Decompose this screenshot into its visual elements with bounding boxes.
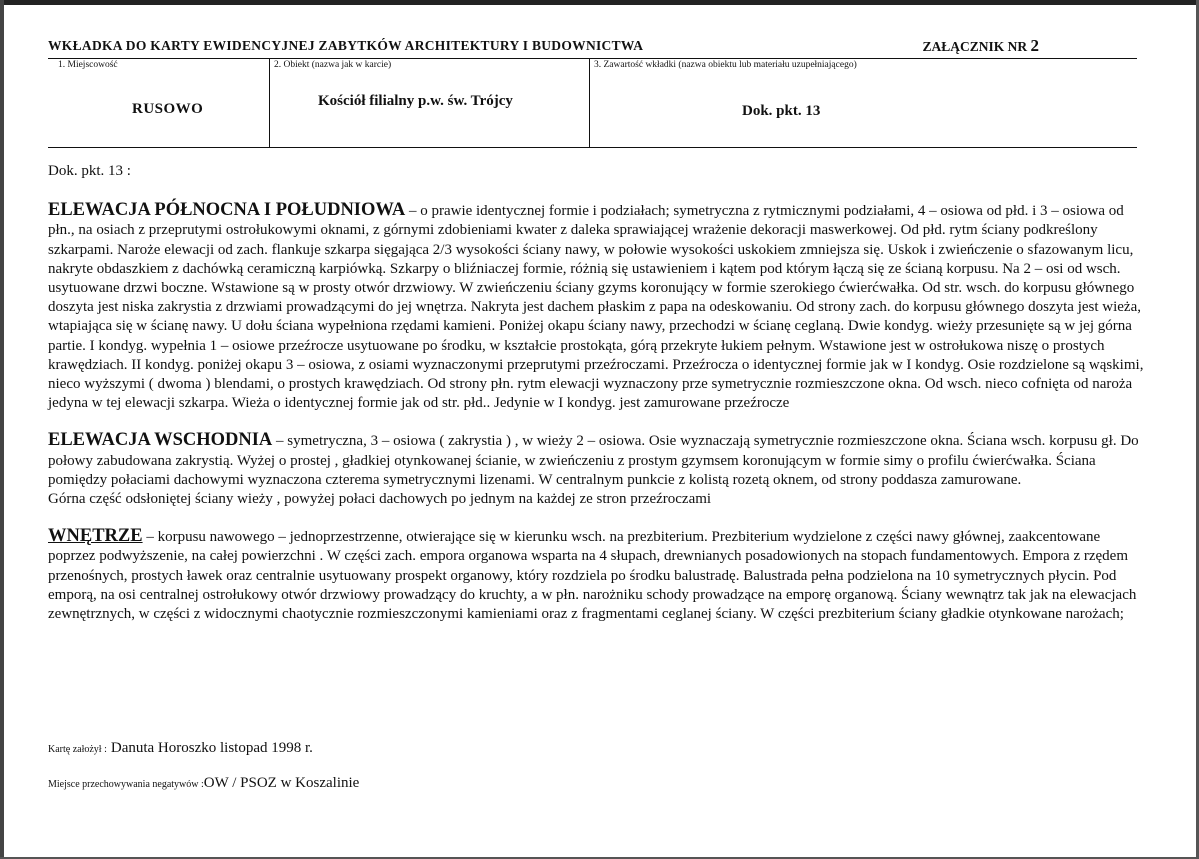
section-north-south-elevation xyxy=(48,201,1148,413)
section-heading: WNĘTRZE xyxy=(48,526,143,547)
section-east-elevation xyxy=(48,431,1148,490)
annex-label-text: ZAŁĄCZNIK NR xyxy=(922,39,1028,54)
cell-content xyxy=(589,59,1138,147)
annex-number: 2 xyxy=(1030,36,1039,55)
object-label: 2. Obiekt (nazwa jak w karcie) xyxy=(274,60,392,70)
section-text: – symetryczna, 3 – osiowa ( zakrystia ) , w wieży 2 – osiowa. Osie wyznaczają symetrycznie rozmieszczone okna. Ściana wsch. korpusu gł. Do połowy zabudowana zakrystią. Wyżej o prostej , gładkiej otynkowanej ścianie, w zwieńczeniu z prostym gzymsem koronującym w formie simy o profilu ćwierćwałka. Ściana pomiędzy połaciami dachowymi wyznaczona czterema symetrycznymi lizenami. W centralnym punkcie z kolistą rozetą oknem, od strony poddasza zamurowane. xyxy=(48,433,1139,488)
locality-value: RUSOWO xyxy=(132,101,204,117)
section-text: – o prawie identycznej formie i podziałach; symetryczna z rytmicznymi podziałami, 4 – osiowa od płd. i 3 – osiowa od płn., na osiach z przeprutymi ostrołukowymi oknami, z górnymi zdobieniami kwater z daleka sprawiającej wrażenie dekoracji maswerkowej. Od płd. rytm ściany podkreślony szkarpami. Naroże elewacji od zach. flankuje szkarpa sięgająca 2/3 wysokości ściany nawy, w połowie wysokości uskokiem zmniejsza się. Uskok i zwieńczenie o sfazowanym licu, nakryte obdaszkiem z dachówką ceramiczną karpiówką. Szkarpy o bliźniaczej formie, różnią się ustawieniem i kątem pod którym łączą się ze ścianą korpusu. Na 2 – osi od wsch. usytuowane drzwi boczne. Wstawione są w prosty otwór drzwiowy. W zwieńczeniu ściany gzyms koronujący w formie szerokiego ćwierćwałka. Od str. wsch. do korpusu głównego doszyta jest niska zakrystia z drzwiami prowadzącymi do jej wnętrza. Nakryta jest dachem płaskim z papa na odeskowaniu. Od strony zach. do korpusu głównego doszyta jest wieża, wtapiająca się w ścianę nawy. U dołu ściana wypełniona rzędami kamieni. Poniżej okapu ściany nawy, przechodzi w ścianę ceglaną. Dwie kondyg. wieży przesunięte są w jej górna partie. I kondyg. wypełnia 1 – osiowe przeźrocze usytuowane po środku, w kształcie prostokąta, górą przekryte łukiem pełnym. Wstawione jest w ostrołukowa niszę o prostych krawędziach. II kondyg. poniżej okapu 3 – osiowa, z osiami wyznaczonymi przeprutymi przeźroczami. Przeźrocza o identycznej formie jak w I kondyg. Osie rozdzielone są wąskimi, nieco wyższymi ( dwoma ) blendami, o prostych krawędziach. Od strony płn. rytm elewacji wyznaczony prze symetrycznie rozmieszczone okna. Od wsch. nieco cofnięta od naroża jedyna w tej elewacji szkarpa. Wieża o identycznej formie jak od str. płd.. Jedynie w I kondyg. jest zamurowane przeźrocze xyxy=(48,203,1144,412)
section-interior xyxy=(48,527,1148,624)
author-line xyxy=(48,739,313,757)
object-value: Kościół filialny p.w. św. Trójcy xyxy=(318,93,513,109)
section-heading: ELEWACJA PÓŁNOCNA I POŁUDNIOWA xyxy=(48,200,406,221)
section-east-elevation-continued: Górna część odsłoniętej ściany wieży , powyżej połaci dachowych po jednym na każdej ze stron przeźroczami xyxy=(48,491,712,508)
content-value: Dok. pkt. 13 xyxy=(742,103,821,119)
storage-label: Miejsce przechowywania negatywów : xyxy=(48,779,204,790)
document-body xyxy=(48,162,1148,642)
section-heading: ELEWACJA WSCHODNIA xyxy=(48,430,273,451)
author-value: Danuta Horoszko listopad 1998 r. xyxy=(110,740,313,756)
cell-locality xyxy=(48,59,269,147)
scan-edge-top xyxy=(0,0,1199,5)
content-label: 3. Zawartość wkładki (nazwa obiektu lub materiału uzupełniającego) xyxy=(594,60,857,70)
form-header-table xyxy=(48,58,1137,148)
storage-line xyxy=(48,774,359,792)
cell-object xyxy=(269,59,590,147)
section-text: – korpusu nawowego – jednoprzestrzenne, otwierające się w kierunku wsch. na prezbiterium. Prezbiterium wydzielone z części nawy głównej, zaakcentowane poprzez podwyższenie, na całej powierzchni . W części zach. empora organowa wsparta na 4 słupach, drewnianych posadowionych na stopach fundamentowych. Empora z rzędem przenośnych, prostych ławek oraz centralnie usytuowany prospekt organowy, który rozdziela po środku balustradę. Balustrada pełna podzielona na 10 symetrycznych płycin. Pod emporą, na osi centralnej ostrołukowy otwór drzwiowy prowadzący do kruchty, a w płn. narożniku schody prowadzące na emporę organową. Ściany wewnątrz tak jak na elewacjach zewnętrznych, w części z widocznymi chaotycznie rozmieszczonymi kamieniami oraz z fragmentami ceglanej ściany. W części prezbiterium ściany gładkie otynkowane narożach; xyxy=(48,529,1137,623)
storage-value: OW / PSOZ w Koszalinie xyxy=(203,775,360,791)
doc-reference: Dok. pkt. 13 : xyxy=(48,163,131,179)
scan-edge-left xyxy=(0,0,4,859)
locality-label: 1. Miejscowość xyxy=(58,60,118,70)
author-label: Kartę założył : xyxy=(48,744,107,755)
document-title: WKŁADKA DO KARTY EWIDENCYJNEJ ZABYTKÓW ARCHITEKTURY I BUDOWNICTWA xyxy=(48,38,644,53)
annex-label xyxy=(922,36,1039,56)
